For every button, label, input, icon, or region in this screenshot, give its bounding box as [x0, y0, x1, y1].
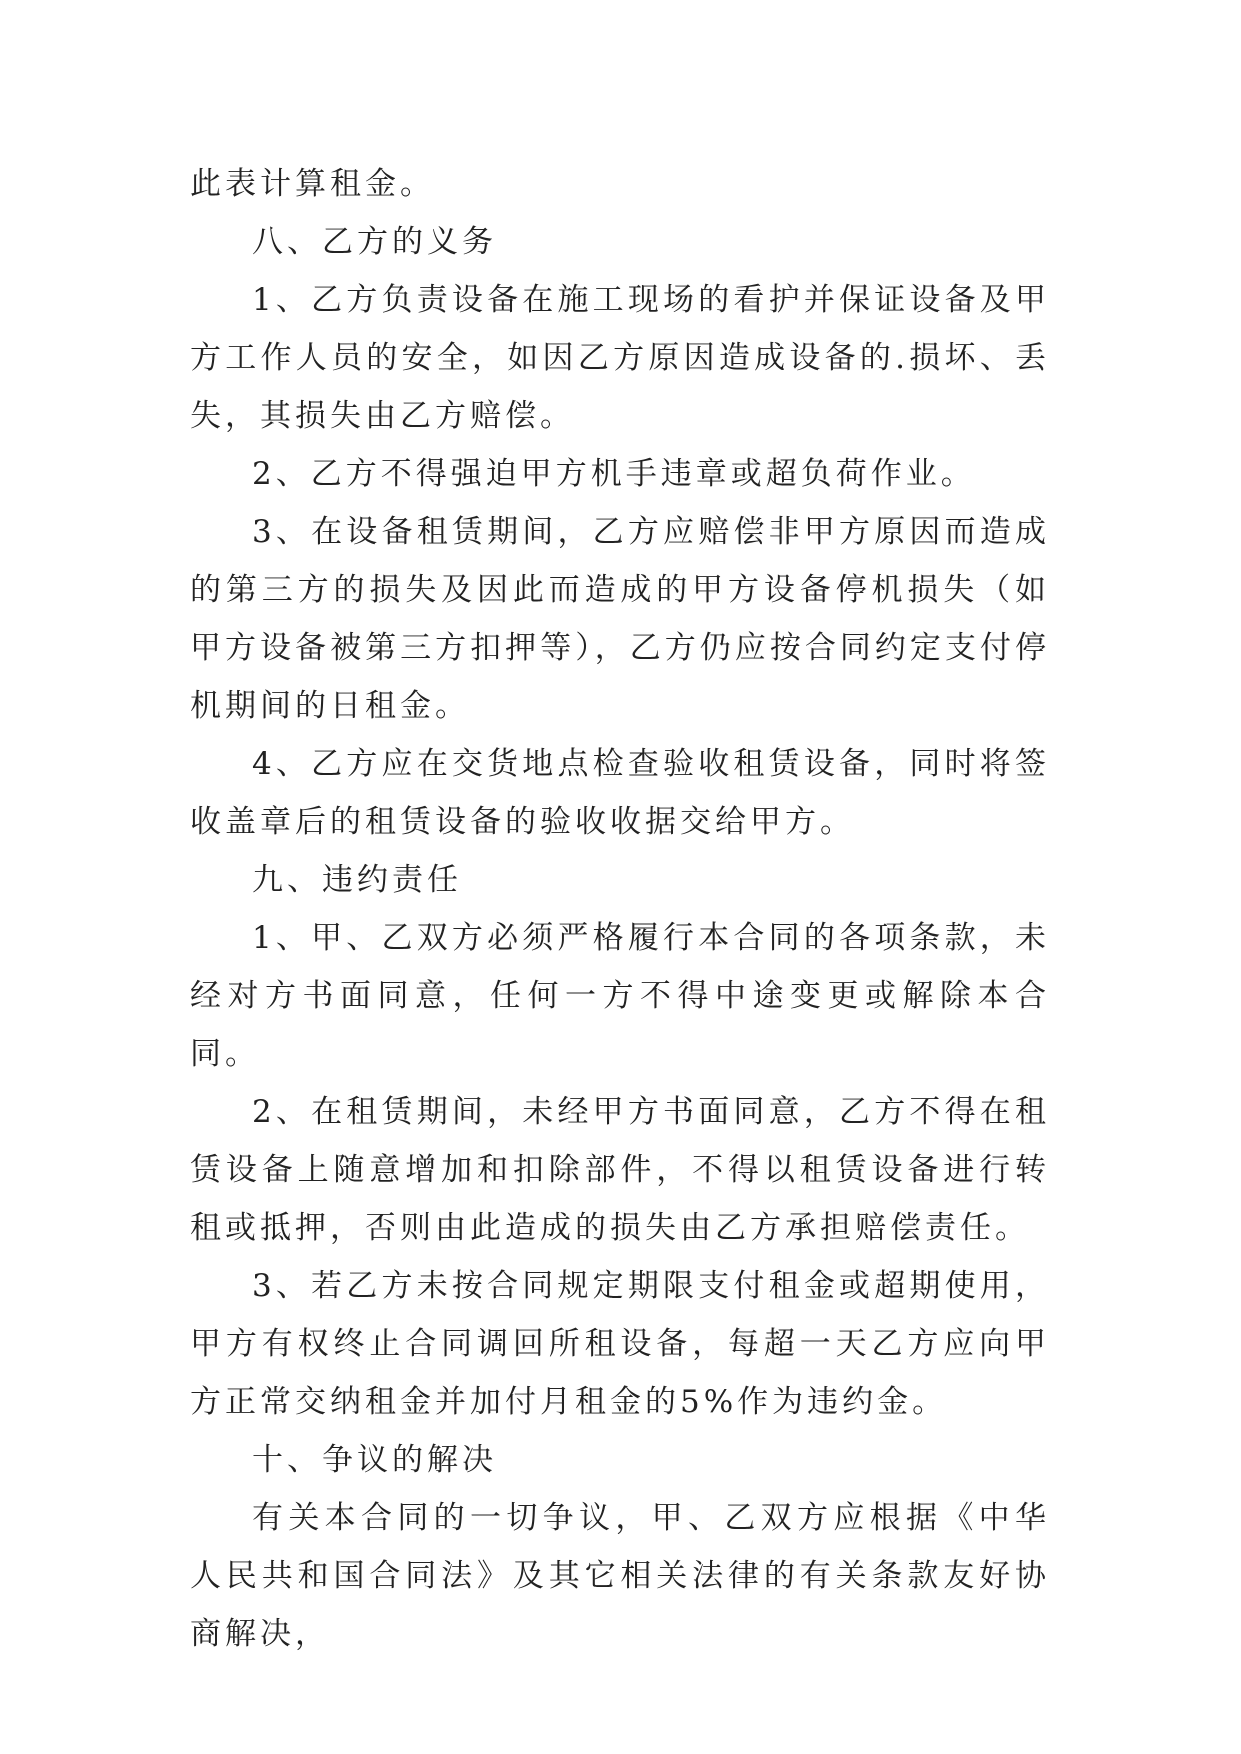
- clause-9-1: 1、甲、乙双方必须严格履行本合同的各项条款，未经对方书面同意，任何一方不得中途变更或解除本合同。: [190, 920, 1050, 1072]
- section-heading-breach-liability: 九、违约责任: [252, 862, 462, 898]
- clause-10-text: 有关本合同的一切争议，甲、乙双方应根据《中华人民共和国合同法》及其它相关法律的有关条款友好协商解决，: [190, 1500, 1050, 1652]
- section-heading-dispute-resolution: 十、争议的解决: [252, 1442, 497, 1478]
- section-heading-party-b-obligations: 八、乙方的义务: [252, 224, 497, 260]
- document-body: [190, 155, 1050, 1663]
- clause-9-3: 3、若乙方未按合同规定期限支付租金或超期使用，甲方有权终止合同调回所租设备，每超一天乙方应向甲方正常交纳租金并加付月租金的5%作为违约金。: [190, 1268, 1050, 1420]
- clause-9-2: 2、在租赁期间，未经甲方书面同意，乙方不得在租赁设备上随意增加和扣除部件，不得以租赁设备进行转租或抵押，否则由此造成的损失由乙方承担赔偿责任。: [190, 1094, 1050, 1246]
- clause-8-1: 1、乙方负责设备在施工现场的看护并保证设备及甲方工作人员的安全，如因乙方原因造成设备的.损坏、丢失，其损失由乙方赔偿。: [190, 282, 1050, 434]
- clause-8-4: 4、乙方应在交货地点检查验收租赁设备，同时将签收盖章后的租赁设备的验收收据交给甲方。: [190, 746, 1050, 840]
- clause-8-2: 2、乙方不得强迫甲方机手违章或超负荷作业。: [252, 456, 976, 492]
- clause-8-3: 3、在设备租赁期间，乙方应赔偿非甲方原因而造成的第三方的损失及因此而造成的甲方设备停机损失（如甲方设备被第三方扣押等），乙方仍应按合同约定支付停机期间的日租金。: [190, 514, 1050, 724]
- paragraph-rent-table-end: 此表计算租金。: [190, 166, 435, 202]
